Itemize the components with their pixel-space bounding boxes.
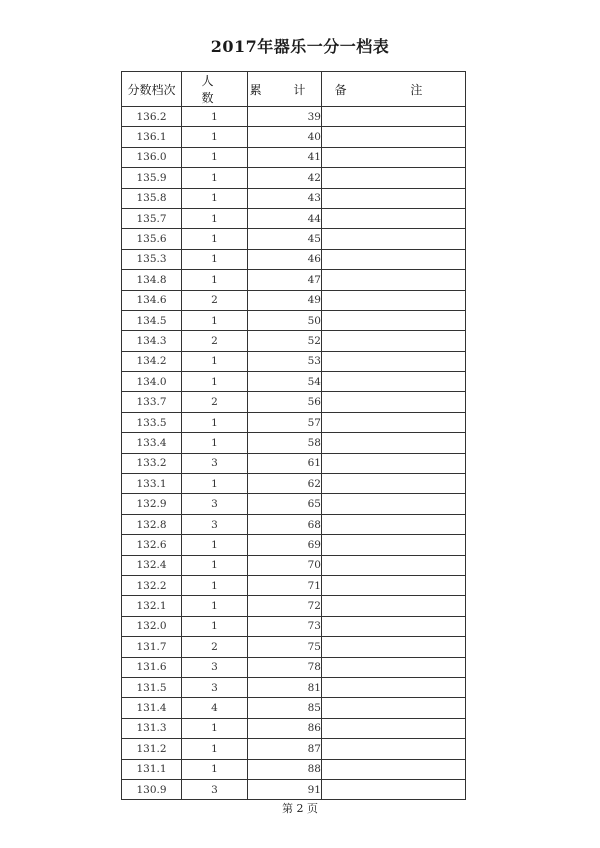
note-cell [322,331,466,351]
cumulative-cell: 46 [248,249,322,269]
note-cell [322,779,466,799]
count-cell: 1 [182,229,248,249]
count-cell: 1 [182,555,248,575]
count-cell: 1 [182,147,248,167]
count-cell: 3 [182,677,248,697]
count-cell: 1 [182,433,248,453]
cumulative-cell: 45 [248,229,322,249]
cumulative-cell: 47 [248,270,322,290]
table-row [122,310,466,330]
note-cell [322,290,466,310]
table-row [122,188,466,208]
cumulative-cell: 69 [248,535,322,555]
cumulative-cell: 39 [248,107,322,127]
note-cell [322,127,466,147]
count-cell: 1 [182,474,248,494]
note-cell [322,351,466,371]
note-cell [322,249,466,269]
score-cell: 135.8 [122,188,182,208]
note-cell [322,677,466,697]
table-row [122,392,466,412]
table-row [122,331,466,351]
note-cell [322,657,466,677]
score-cell: 131.6 [122,657,182,677]
table-row [122,107,466,127]
count-cell: 1 [182,759,248,779]
cumulative-cell: 58 [248,433,322,453]
note-cell [322,168,466,188]
header-score: 分数档次 [122,72,182,107]
header-cumulative: 累 计 [248,72,322,107]
score-cell: 136.0 [122,147,182,167]
count-cell: 1 [182,739,248,759]
table-row [122,270,466,290]
table-row [122,494,466,514]
score-cell: 135.7 [122,208,182,228]
score-cell: 133.4 [122,433,182,453]
count-cell: 1 [182,127,248,147]
table-row [122,514,466,534]
score-cell: 134.6 [122,290,182,310]
score-cell: 132.9 [122,494,182,514]
count-cell: 1 [182,107,248,127]
score-cell: 132.2 [122,575,182,595]
count-cell: 1 [182,249,248,269]
score-cell: 135.9 [122,168,182,188]
cumulative-cell: 62 [248,474,322,494]
count-cell: 2 [182,290,248,310]
note-cell [322,412,466,432]
table-header-row [122,72,466,107]
score-cell: 131.4 [122,698,182,718]
cumulative-cell: 50 [248,310,322,330]
cumulative-cell: 57 [248,412,322,432]
cumulative-cell: 78 [248,657,322,677]
note-cell [322,208,466,228]
count-cell: 3 [182,657,248,677]
note-cell [322,596,466,616]
score-distribution-table [121,71,466,800]
table-row [122,412,466,432]
table-row [122,535,466,555]
score-cell: 134.0 [122,372,182,392]
count-cell: 1 [182,310,248,330]
page-title: 2017年器乐一分一档表 [210,37,390,56]
count-cell: 1 [182,575,248,595]
cumulative-cell: 75 [248,637,322,657]
count-cell: 4 [182,698,248,718]
score-cell: 130.9 [122,779,182,799]
page-number: 第 2 页 [282,802,318,815]
note-cell [322,759,466,779]
score-cell: 135.3 [122,249,182,269]
count-cell: 1 [182,372,248,392]
note-cell [322,107,466,127]
note-cell [322,514,466,534]
note-cell [322,555,466,575]
table-row [122,372,466,392]
count-cell: 1 [182,535,248,555]
score-cell: 133.7 [122,392,182,412]
score-cell: 134.2 [122,351,182,371]
table-row [122,208,466,228]
table-row [122,779,466,799]
note-cell [322,147,466,167]
score-cell: 136.2 [122,107,182,127]
cumulative-cell: 41 [248,147,322,167]
cumulative-cell: 52 [248,331,322,351]
cumulative-cell: 87 [248,739,322,759]
cumulative-cell: 54 [248,372,322,392]
score-cell: 131.5 [122,677,182,697]
count-cell: 2 [182,331,248,351]
note-cell [322,616,466,636]
note-cell [322,433,466,453]
count-cell: 2 [182,392,248,412]
cumulative-cell: 71 [248,575,322,595]
score-cell: 133.2 [122,453,182,473]
table-row [122,596,466,616]
table-row [122,249,466,269]
table-row [122,127,466,147]
table-row [122,229,466,249]
cumulative-cell: 61 [248,453,322,473]
cumulative-cell: 44 [248,208,322,228]
count-cell: 1 [182,412,248,432]
score-cell: 134.3 [122,331,182,351]
score-cell: 131.7 [122,637,182,657]
table-row [122,718,466,738]
cumulative-cell: 70 [248,555,322,575]
cumulative-cell: 43 [248,188,322,208]
note-cell [322,494,466,514]
cumulative-cell: 56 [248,392,322,412]
count-cell: 1 [182,616,248,636]
score-cell: 132.8 [122,514,182,534]
cumulative-cell: 53 [248,351,322,371]
table-row [122,616,466,636]
table-row [122,351,466,371]
table-row [122,698,466,718]
count-cell: 3 [182,514,248,534]
count-cell: 1 [182,718,248,738]
note-cell [322,392,466,412]
count-cell: 3 [182,494,248,514]
cumulative-cell: 49 [248,290,322,310]
table-row [122,657,466,677]
score-cell: 134.8 [122,270,182,290]
cumulative-cell: 65 [248,494,322,514]
score-cell: 131.3 [122,718,182,738]
score-cell: 131.2 [122,739,182,759]
score-cell: 132.6 [122,535,182,555]
header-note: 备 注 [322,72,466,107]
table-row [122,453,466,473]
cumulative-cell: 72 [248,596,322,616]
score-cell: 132.4 [122,555,182,575]
score-cell: 131.1 [122,759,182,779]
note-cell [322,453,466,473]
cumulative-cell: 68 [248,514,322,534]
note-cell [322,698,466,718]
table-row [122,677,466,697]
table-row [122,759,466,779]
score-cell: 133.5 [122,412,182,432]
header-count: 人 数 [182,72,248,107]
cumulative-cell: 86 [248,718,322,738]
table-row [122,168,466,188]
table-row [122,433,466,453]
count-cell: 1 [182,351,248,371]
note-cell [322,718,466,738]
note-cell [322,229,466,249]
note-cell [322,372,466,392]
table-row [122,147,466,167]
cumulative-cell: 85 [248,698,322,718]
note-cell [322,474,466,494]
score-cell: 136.1 [122,127,182,147]
table-row [122,290,466,310]
score-cell: 132.0 [122,616,182,636]
score-cell: 133.1 [122,474,182,494]
cumulative-cell: 40 [248,127,322,147]
count-cell: 1 [182,188,248,208]
count-cell: 1 [182,208,248,228]
table-row [122,637,466,657]
table-row [122,474,466,494]
table-row [122,739,466,759]
cumulative-cell: 73 [248,616,322,636]
note-cell [322,535,466,555]
note-cell [322,637,466,657]
cumulative-cell: 88 [248,759,322,779]
count-cell: 1 [182,596,248,616]
score-cell: 135.6 [122,229,182,249]
note-cell [322,310,466,330]
cumulative-cell: 81 [248,677,322,697]
note-cell [322,739,466,759]
score-cell: 132.1 [122,596,182,616]
count-cell: 3 [182,453,248,473]
count-cell: 3 [182,779,248,799]
note-cell [322,188,466,208]
score-cell: 134.5 [122,310,182,330]
count-cell: 2 [182,637,248,657]
cumulative-cell: 42 [248,168,322,188]
note-cell [322,270,466,290]
count-cell: 1 [182,168,248,188]
table-row [122,575,466,595]
table-row [122,555,466,575]
note-cell [322,575,466,595]
count-cell: 1 [182,270,248,290]
cumulative-cell: 91 [248,779,322,799]
